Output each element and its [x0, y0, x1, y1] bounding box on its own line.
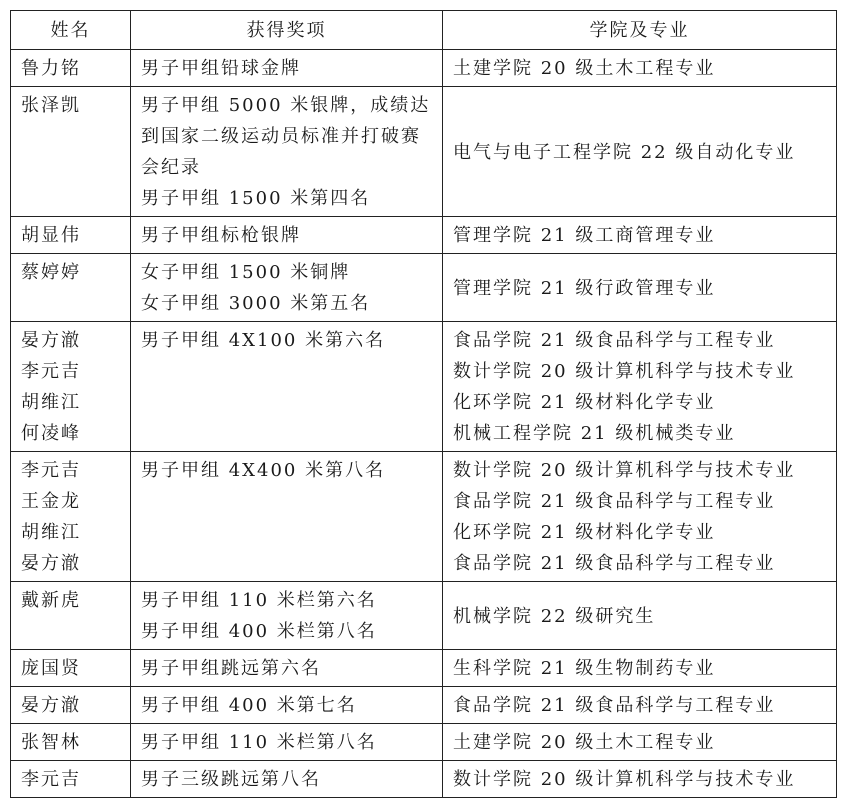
major-cell: [443, 322, 837, 452]
table-row: [11, 322, 837, 452]
major-cell: [443, 650, 837, 687]
student-name: 晏方澈: [21, 330, 81, 351]
award-cell: [131, 50, 443, 87]
table-row: [11, 50, 837, 87]
table-row: [11, 254, 837, 322]
table-row: [11, 217, 837, 254]
table-row: [11, 582, 837, 650]
major-cell: [443, 687, 837, 724]
major-cell: [443, 87, 837, 217]
student-name: 王金龙: [21, 491, 81, 512]
table-row: [11, 87, 837, 217]
name-cell: [11, 452, 131, 582]
award-cell: [131, 582, 443, 650]
table-row: [11, 452, 837, 582]
college-major: 食品学院 21 级食品科学与工程专业: [453, 330, 776, 351]
award-item: 男子三级跳远第八名: [141, 769, 321, 790]
college-major: 土建学院 20 级土木工程专业: [453, 58, 716, 79]
student-name: 晏方澈: [21, 553, 81, 574]
award-cell: [131, 254, 443, 322]
student-name: 何凌峰: [21, 423, 81, 444]
table-body: [11, 50, 837, 798]
awards-table: [10, 10, 837, 798]
college-major: 数计学院 20 级计算机科学与技术专业: [453, 361, 796, 382]
name-cell: [11, 322, 131, 452]
name-cell: [11, 687, 131, 724]
award-item: 男子甲组 110 米栏第八名: [141, 732, 377, 753]
student-name: 李元吉: [21, 460, 81, 481]
major-cell: [443, 582, 837, 650]
award-cell: [131, 650, 443, 687]
award-item: 女子甲组 3000 米第五名: [141, 293, 371, 314]
college-major: 管理学院 21 级行政管理专业: [453, 277, 716, 299]
name-cell: [11, 582, 131, 650]
award-cell: [131, 217, 443, 254]
table-row: [11, 687, 837, 724]
student-name: 晏方澈: [21, 695, 81, 716]
college-major: 土建学院 20 级土木工程专业: [453, 732, 716, 753]
student-name: 张智林: [21, 732, 81, 753]
student-name: 戴新虎: [21, 590, 81, 611]
college-major: 食品学院 21 级食品科学与工程专业: [453, 491, 776, 512]
student-name: 庞国贤: [21, 658, 81, 679]
college-major: 数计学院 20 级计算机科学与技术专业: [453, 460, 796, 481]
name-cell: [11, 87, 131, 217]
student-name: 胡维江: [21, 392, 81, 413]
college-major: 管理学院 21 级工商管理专业: [453, 225, 716, 246]
award-item: 男子甲组标枪银牌: [141, 225, 301, 246]
award-item: 男子甲组跳远第六名: [141, 658, 321, 679]
header-college-major: 学院及专业: [443, 11, 837, 50]
student-name: 李元吉: [21, 769, 81, 790]
table-row: [11, 650, 837, 687]
header-award: 获得奖项: [131, 11, 443, 50]
student-name: 张泽凯: [21, 95, 81, 116]
award-cell: [131, 452, 443, 582]
name-cell: [11, 50, 131, 87]
award-cell: [131, 87, 443, 217]
college-major: 食品学院 21 级食品科学与工程专业: [453, 553, 776, 574]
college-major: 机械学院 22 级研究生: [453, 605, 656, 627]
college-major: 食品学院 21 级食品科学与工程专业: [453, 695, 776, 716]
award-item: 男子甲组 5000 米银牌，成绩达到国家二级运动员标准并打破赛会纪录: [141, 95, 431, 178]
header-name: 姓名: [11, 11, 131, 50]
award-item: 女子甲组 1500 米铜牌: [141, 262, 351, 283]
college-major: 生科学院 21 级生物制药专业: [453, 658, 716, 679]
award-item: 男子甲组铅球金牌: [141, 58, 301, 79]
student-name: 蔡婷婷: [21, 262, 81, 283]
major-cell: [443, 217, 837, 254]
award-item: 男子甲组 4X400 米第八名: [141, 460, 386, 481]
award-cell: [131, 687, 443, 724]
major-cell: [443, 254, 837, 322]
major-cell: [443, 50, 837, 87]
college-major: 机械工程学院 21 级机械类专业: [453, 423, 736, 444]
college-major: 电气与电子工程学院 22 级自动化专业: [453, 141, 796, 163]
college-major: 化环学院 21 级材料化学专业: [453, 392, 716, 413]
college-major: 化环学院 21 级材料化学专业: [453, 522, 716, 543]
name-cell: [11, 217, 131, 254]
table-row: [11, 724, 837, 761]
award-item: 男子甲组 400 米栏第八名: [141, 621, 377, 642]
award-item: 男子甲组 110 米栏第六名: [141, 590, 377, 611]
major-cell: [443, 452, 837, 582]
award-cell: [131, 724, 443, 761]
table-row: [11, 761, 837, 798]
major-cell: [443, 761, 837, 798]
name-cell: [11, 761, 131, 798]
name-cell: [11, 650, 131, 687]
award-item: 男子甲组 4X100 米第六名: [141, 330, 386, 351]
student-name: 鲁力铭: [21, 58, 81, 79]
college-major: 数计学院 20 级计算机科学与技术专业: [453, 769, 796, 790]
header-row: [11, 11, 837, 50]
award-item: 男子甲组 1500 米第四名: [141, 188, 371, 209]
student-name: 胡显伟: [21, 225, 81, 246]
major-cell: [443, 724, 837, 761]
name-cell: [11, 254, 131, 322]
student-name: 李元吉: [21, 361, 81, 382]
award-cell: [131, 761, 443, 798]
award-cell: [131, 322, 443, 452]
name-cell: [11, 724, 131, 761]
award-item: 男子甲组 400 米第七名: [141, 695, 357, 716]
student-name: 胡维江: [21, 522, 81, 543]
